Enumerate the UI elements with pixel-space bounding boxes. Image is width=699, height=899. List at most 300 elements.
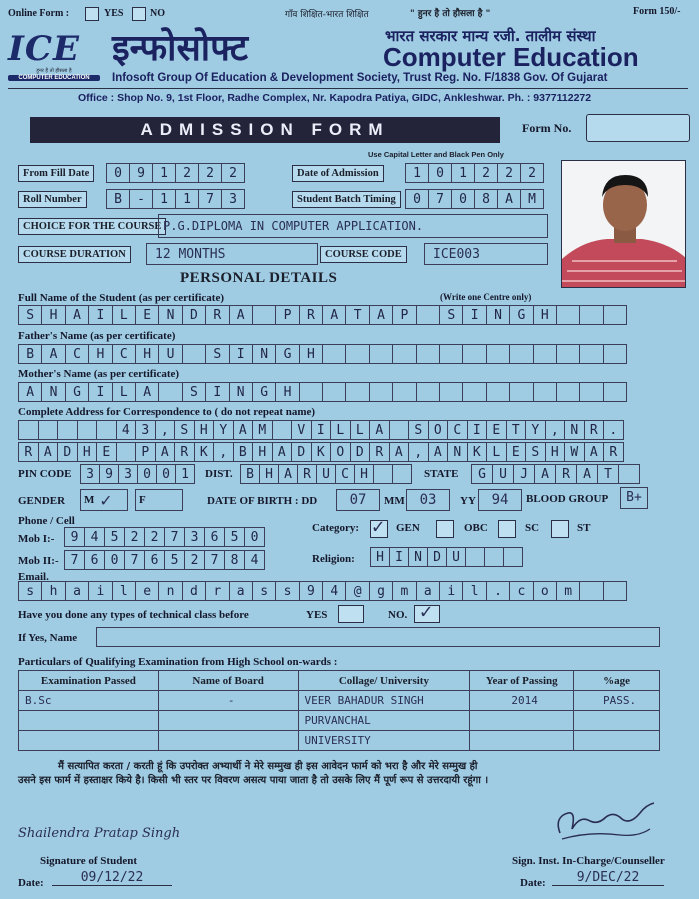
char-cell: 3 xyxy=(80,464,100,484)
char-cell xyxy=(484,547,504,567)
char-cell xyxy=(373,464,393,484)
char-cell: S xyxy=(182,382,206,402)
char-cell: U xyxy=(492,464,514,484)
char-cell: , xyxy=(213,442,234,462)
char-cell: S xyxy=(18,305,42,325)
char-cell: 3 xyxy=(135,420,156,440)
char-cell: N xyxy=(252,344,276,364)
char-cell xyxy=(369,344,393,364)
char-cell: m xyxy=(556,581,580,601)
father-name-field[interactable] xyxy=(18,344,626,364)
char-cell xyxy=(389,420,410,440)
char-cell: A xyxy=(233,420,254,440)
roll-number-field[interactable] xyxy=(106,189,244,209)
char-cell xyxy=(38,420,59,440)
char-cell: T xyxy=(345,305,369,325)
char-cell: T xyxy=(506,420,527,440)
char-cell xyxy=(18,420,39,440)
char-cell: l xyxy=(112,581,136,601)
full-name-label: Full Name of the Student (as per certificate) xyxy=(18,292,224,304)
dob-dd-field[interactable]: 07 xyxy=(336,489,380,511)
char-cell: 9 xyxy=(299,581,323,601)
char-cell: @ xyxy=(345,581,369,601)
char-cell: E xyxy=(506,442,527,462)
char-cell: 2 xyxy=(144,527,165,547)
char-cell xyxy=(486,382,510,402)
char-cell xyxy=(465,547,485,567)
char-cell: I xyxy=(311,420,332,440)
char-cell: N xyxy=(486,305,510,325)
char-cell xyxy=(392,464,412,484)
qualification-table xyxy=(18,670,660,751)
address-label: Complete Address for Correspondence to ( do not repeat name) xyxy=(18,406,316,418)
char-cell xyxy=(322,382,346,402)
char-cell xyxy=(252,305,276,325)
char-cell: S xyxy=(174,420,195,440)
online-no-checkbox[interactable] xyxy=(132,7,146,21)
mother-name-field[interactable] xyxy=(18,382,626,402)
male-check-mark: ✓ xyxy=(100,489,112,511)
mob1-field[interactable] xyxy=(64,527,264,547)
char-cell: R xyxy=(299,305,323,325)
char-cell: V xyxy=(291,420,312,440)
char-cell xyxy=(392,344,416,364)
char-cell xyxy=(579,382,603,402)
char-cell: 2 xyxy=(474,163,498,183)
dist-label: DIST. xyxy=(205,468,233,480)
char-cell: 0 xyxy=(451,189,475,209)
char-cell: 6 xyxy=(204,527,225,547)
incharge-signature-label: Sign. Inst. In-Charge/Counseller xyxy=(512,855,665,867)
char-cell: 6 xyxy=(144,550,165,570)
char-cell: A xyxy=(389,442,410,462)
online-yes-label: YES xyxy=(104,8,124,19)
char-cell xyxy=(533,344,557,364)
char-cell: K xyxy=(311,442,332,462)
char-cell xyxy=(462,382,486,402)
char-cell: s xyxy=(275,581,299,601)
char-cell: R xyxy=(174,442,195,462)
table-cell[interactable]: B.Sc xyxy=(19,691,159,711)
char-cell: C xyxy=(335,464,355,484)
char-cell: 0 xyxy=(106,163,130,183)
state-label: STATE xyxy=(424,468,459,480)
batch-timing-field[interactable] xyxy=(405,189,543,209)
char-cell: 3 xyxy=(221,189,245,209)
course-duration-label: COURSE DURATION xyxy=(18,246,131,263)
course-choice-field[interactable]: P.G.DIPLOMA IN COMPUTER APPLICATION. xyxy=(158,214,548,238)
char-cell: E xyxy=(135,305,159,325)
char-cell: I xyxy=(467,420,488,440)
mob1-label: Mob I:- xyxy=(18,533,55,545)
blood-group-field[interactable]: B+ xyxy=(620,487,648,509)
col-university: Collage/ University xyxy=(298,671,470,691)
char-cell: 7 xyxy=(428,189,452,209)
char-cell: I xyxy=(88,382,112,402)
char-cell: D xyxy=(350,442,371,462)
phone-label: Phone / Cell xyxy=(18,515,75,527)
char-cell: B xyxy=(240,464,260,484)
religion-label: Religion: xyxy=(312,553,355,565)
char-cell: K xyxy=(467,442,488,462)
char-cell: S xyxy=(408,420,429,440)
char-cell: 1 xyxy=(405,163,429,183)
char-cell: K xyxy=(194,442,215,462)
char-cell xyxy=(416,305,440,325)
char-cell: C xyxy=(112,344,136,364)
char-cell: I xyxy=(88,305,112,325)
ice-logo: ICE हुनर है तो हौसला है COMPUTER EDUCATION xyxy=(8,30,100,88)
char-cell: 2 xyxy=(198,163,222,183)
char-cell: G xyxy=(471,464,493,484)
char-cell xyxy=(556,344,580,364)
form-fee: Form 150/- xyxy=(633,6,681,17)
char-cell: . xyxy=(603,420,624,440)
char-cell: 2 xyxy=(184,550,205,570)
char-cell: N xyxy=(158,305,182,325)
char-cell: s xyxy=(252,581,276,601)
col-percentage: %age xyxy=(574,671,660,691)
char-cell xyxy=(77,420,98,440)
dob-yy-label: YY xyxy=(460,495,476,507)
dob-mm-field[interactable]: 03 xyxy=(406,489,450,511)
char-cell: Y xyxy=(525,420,546,440)
char-cell: l xyxy=(462,581,486,601)
char-cell xyxy=(439,382,463,402)
char-cell: I xyxy=(205,382,229,402)
char-cell: A xyxy=(534,464,556,484)
header-divider xyxy=(8,88,688,89)
char-cell xyxy=(509,382,533,402)
char-cell xyxy=(116,442,137,462)
col-board: Name of Board xyxy=(158,671,298,691)
batch-timing-label: Student Batch Timing xyxy=(292,191,401,208)
table-cell[interactable]: PASS. xyxy=(574,691,660,711)
char-cell: P xyxy=(135,442,156,462)
table-row xyxy=(19,731,660,751)
char-cell: P xyxy=(392,305,416,325)
course-duration-field[interactable]: 12 MONTHS xyxy=(146,243,318,265)
char-cell: 1 xyxy=(152,163,176,183)
char-cell: A xyxy=(497,189,521,209)
char-cell: 7 xyxy=(198,189,222,209)
technical-no-label: NO. xyxy=(388,609,408,621)
char-cell: 2 xyxy=(221,163,245,183)
char-cell: 2 xyxy=(124,527,145,547)
char-cell: M xyxy=(520,189,544,209)
table-cell[interactable] xyxy=(19,731,159,751)
dob-yy-field[interactable]: 94 xyxy=(478,489,522,511)
mother-name-label: Mother's Name (as per certificate) xyxy=(18,368,180,380)
trust-hindi: भारत सरकार मान्य रजी. तालीम संस्था xyxy=(385,27,596,45)
char-cell: A xyxy=(428,442,449,462)
student-date-field[interactable]: 09/12/22 xyxy=(52,870,172,886)
char-cell: A xyxy=(584,442,605,462)
char-cell: 7 xyxy=(204,550,225,570)
char-cell: A xyxy=(576,464,598,484)
gender-female-box[interactable]: F xyxy=(135,489,183,511)
char-cell: H xyxy=(41,305,65,325)
char-cell: E xyxy=(96,442,117,462)
category-label: Category: xyxy=(312,522,360,534)
from-fill-date-field[interactable] xyxy=(106,163,244,183)
char-cell xyxy=(579,305,603,325)
technical-question: Have you done any types of technical class before xyxy=(18,609,249,621)
char-cell xyxy=(57,420,78,440)
char-cell: c xyxy=(509,581,533,601)
char-cell: J xyxy=(513,464,535,484)
category-st-checkbox[interactable] xyxy=(551,520,569,538)
char-cell: a xyxy=(65,581,89,601)
char-cell: 3 xyxy=(184,527,205,547)
char-cell: N xyxy=(41,382,65,402)
online-no-label: NO xyxy=(150,8,165,19)
table-cell[interactable]: 2014 xyxy=(470,691,574,711)
brand-title: Computer Education xyxy=(383,42,639,72)
col-year: Year of Passing xyxy=(470,671,574,691)
char-cell: D xyxy=(427,547,447,567)
instruction: Use Capital Letter and Black Pen Only xyxy=(368,150,504,159)
category-st-label: ST xyxy=(577,522,591,534)
char-cell: L xyxy=(112,382,136,402)
char-cell: N xyxy=(447,442,468,462)
char-cell: 4 xyxy=(244,550,265,570)
slogan-quote: " हुनर है तो हौसला है " xyxy=(410,9,491,19)
char-cell: H xyxy=(194,420,215,440)
char-cell: 7 xyxy=(64,550,85,570)
student-signature-label: Signature of Student xyxy=(40,855,137,867)
char-cell xyxy=(345,344,369,364)
char-cell: D xyxy=(57,442,78,462)
char-cell: L xyxy=(112,305,136,325)
declaration-line-2: उसने इस फार्म में हस्ताक्षर किये है। किसी भी स्तर पर विवरण असत्य पाया जाता है तो उसके लिए मैं पूर्ण रूप से उत्तरदायी रहूंगा । xyxy=(18,775,489,786)
table-cell[interactable] xyxy=(158,731,298,751)
char-cell: A xyxy=(38,442,59,462)
char-cell: R xyxy=(297,464,317,484)
char-cell: S xyxy=(439,305,463,325)
table-row xyxy=(19,711,660,731)
mob2-field[interactable] xyxy=(64,550,264,570)
char-cell xyxy=(158,382,182,402)
category-sc-checkbox[interactable] xyxy=(498,520,516,538)
incharge-signature xyxy=(550,795,660,850)
char-cell: 1 xyxy=(451,163,475,183)
char-cell: n xyxy=(158,581,182,601)
char-cell: 5 xyxy=(224,527,245,547)
char-cell: 2 xyxy=(175,163,199,183)
char-cell: 0 xyxy=(428,163,452,183)
char-cell: U xyxy=(446,547,466,567)
char-cell: H xyxy=(370,547,390,567)
table-cell[interactable] xyxy=(19,711,159,731)
char-cell: 1 xyxy=(175,189,199,209)
table-cell[interactable]: - xyxy=(158,691,298,711)
char-cell: 0 xyxy=(156,464,176,484)
personal-details-heading: PERSONAL DETAILS xyxy=(180,270,338,286)
form-title-banner: ADMISSION FORM xyxy=(30,117,500,143)
char-cell xyxy=(603,305,627,325)
course-code-label: COURSE CODE xyxy=(320,246,407,263)
char-cell xyxy=(272,420,293,440)
char-cell: 5 xyxy=(104,527,125,547)
char-cell: - xyxy=(129,189,153,209)
category-sc-label: SC xyxy=(525,522,540,534)
char-cell: H xyxy=(299,344,323,364)
char-cell xyxy=(416,344,440,364)
char-cell: Y xyxy=(213,420,234,440)
table-cell[interactable]: PURVANCHAL xyxy=(298,711,470,731)
char-cell: I xyxy=(462,305,486,325)
gender-male-box[interactable]: M ✓ xyxy=(80,489,128,511)
char-cell: 4 xyxy=(116,420,137,440)
char-cell: N xyxy=(564,420,585,440)
char-cell: R xyxy=(369,442,390,462)
char-cell: a xyxy=(416,581,440,601)
char-cell: R xyxy=(205,305,229,325)
technical-no-mark: ✓ xyxy=(420,599,433,623)
char-cell xyxy=(182,344,206,364)
char-cell: H xyxy=(533,305,557,325)
char-cell: U xyxy=(316,464,336,484)
char-cell xyxy=(603,581,627,601)
char-cell: i xyxy=(88,581,112,601)
char-cell: 8 xyxy=(474,189,498,209)
char-cell: r xyxy=(205,581,229,601)
incharge-date-field[interactable]: 9/DEC/22 xyxy=(552,870,664,886)
table-cell[interactable] xyxy=(470,711,574,731)
char-cell xyxy=(556,382,580,402)
char-cell: 4 xyxy=(84,527,105,547)
char-cell: 0 xyxy=(104,550,125,570)
gender-label: GENDER xyxy=(18,495,66,507)
char-cell: , xyxy=(155,420,176,440)
dist-field[interactable] xyxy=(240,464,411,484)
address-line-2[interactable] xyxy=(18,442,623,462)
char-cell: h xyxy=(41,581,65,601)
char-cell: T xyxy=(597,464,619,484)
char-cell: N xyxy=(408,547,428,567)
full-name-field[interactable] xyxy=(18,305,626,325)
table-cell[interactable]: UNIVERSITY xyxy=(298,731,470,751)
char-cell: g xyxy=(369,581,393,601)
char-cell xyxy=(369,382,393,402)
technical-yes-checkbox[interactable] xyxy=(338,605,364,623)
pin-code-field[interactable] xyxy=(80,464,194,484)
qualification-header-row xyxy=(19,671,660,691)
char-cell: B xyxy=(233,442,254,462)
char-cell: R xyxy=(18,442,39,462)
char-cell: D xyxy=(182,305,206,325)
table-cell[interactable] xyxy=(574,731,660,751)
char-cell: 1 xyxy=(152,189,176,209)
char-cell: S xyxy=(525,442,546,462)
category-obc-checkbox[interactable] xyxy=(436,520,454,538)
char-cell: O xyxy=(428,420,449,440)
char-cell xyxy=(416,382,440,402)
incharge-date-label: Date: xyxy=(520,877,546,889)
char-cell xyxy=(579,344,603,364)
char-cell: A xyxy=(41,344,65,364)
char-cell: B xyxy=(18,344,42,364)
date-of-admission-label: Date of Admission xyxy=(292,165,384,182)
char-cell: I xyxy=(389,547,409,567)
char-cell: A xyxy=(322,305,346,325)
pin-code-label: PIN CODE xyxy=(18,468,72,480)
char-cell: R xyxy=(555,464,577,484)
char-cell: H xyxy=(259,464,279,484)
char-cell xyxy=(392,382,416,402)
brand-hindi: इन्फोसोफ्ट xyxy=(112,28,249,69)
char-cell: L xyxy=(486,442,507,462)
char-cell: M xyxy=(252,420,273,440)
char-cell: 7 xyxy=(124,550,145,570)
char-cell: 3 xyxy=(118,464,138,484)
from-fill-date-label: From Fill Date xyxy=(18,165,94,182)
table-cell[interactable] xyxy=(158,711,298,731)
char-cell: 2 xyxy=(497,163,521,183)
char-cell xyxy=(345,382,369,402)
group-line: Infosoft Group Of Education & Development Society, Trust Reg. No. F/1838 Gov. Of Gujarat xyxy=(112,72,608,84)
online-yes-checkbox[interactable] xyxy=(85,7,99,21)
char-cell: G xyxy=(65,382,89,402)
table-cell[interactable] xyxy=(574,711,660,731)
char-cell: U xyxy=(158,344,182,364)
char-cell: A xyxy=(65,305,89,325)
table-cell[interactable]: VEER BAHADUR SINGH xyxy=(298,691,470,711)
char-cell: A xyxy=(155,442,176,462)
state-field[interactable] xyxy=(471,464,639,484)
char-cell: I xyxy=(229,344,253,364)
char-cell: C xyxy=(65,344,89,364)
char-cell: O xyxy=(330,442,351,462)
char-cell: i xyxy=(439,581,463,601)
char-cell: L xyxy=(330,420,351,440)
char-cell: s xyxy=(18,581,42,601)
char-cell: A xyxy=(18,382,42,402)
char-cell: P xyxy=(275,305,299,325)
student-photo xyxy=(561,160,686,288)
char-cell xyxy=(533,382,557,402)
char-cell: , xyxy=(545,420,566,440)
table-cell[interactable] xyxy=(470,731,574,751)
char-cell: G xyxy=(252,382,276,402)
char-cell xyxy=(299,382,323,402)
char-cell: L xyxy=(350,420,371,440)
email-field[interactable] xyxy=(18,581,626,601)
char-cell: 5 xyxy=(164,550,185,570)
char-cell: H xyxy=(275,382,299,402)
char-cell: 9 xyxy=(129,163,153,183)
char-cell: E xyxy=(486,420,507,440)
student-signature: Shailendra Pratap Singh xyxy=(18,826,181,841)
if-yes-field[interactable] xyxy=(96,627,660,647)
date-of-admission-field[interactable] xyxy=(405,163,543,183)
mob2-label: Mob II:- xyxy=(18,555,59,567)
category-gen-label: GEN xyxy=(396,522,420,534)
char-cell xyxy=(96,420,117,440)
religion-field[interactable] xyxy=(370,547,522,567)
form-no-field[interactable] xyxy=(586,114,690,142)
slogan-hindi: गाँव शिक्षित-भारत शिक्षित xyxy=(285,10,369,20)
roll-number-label: Roll Number xyxy=(18,191,87,208)
address-line-1[interactable] xyxy=(18,420,623,440)
course-code-field[interactable]: ICE003 xyxy=(424,243,548,265)
char-cell xyxy=(439,344,463,364)
char-cell: N xyxy=(229,382,253,402)
char-cell xyxy=(503,547,523,567)
dob-dd-label: DATE OF BIRTH : DD xyxy=(207,495,318,507)
char-cell: R xyxy=(603,442,624,462)
